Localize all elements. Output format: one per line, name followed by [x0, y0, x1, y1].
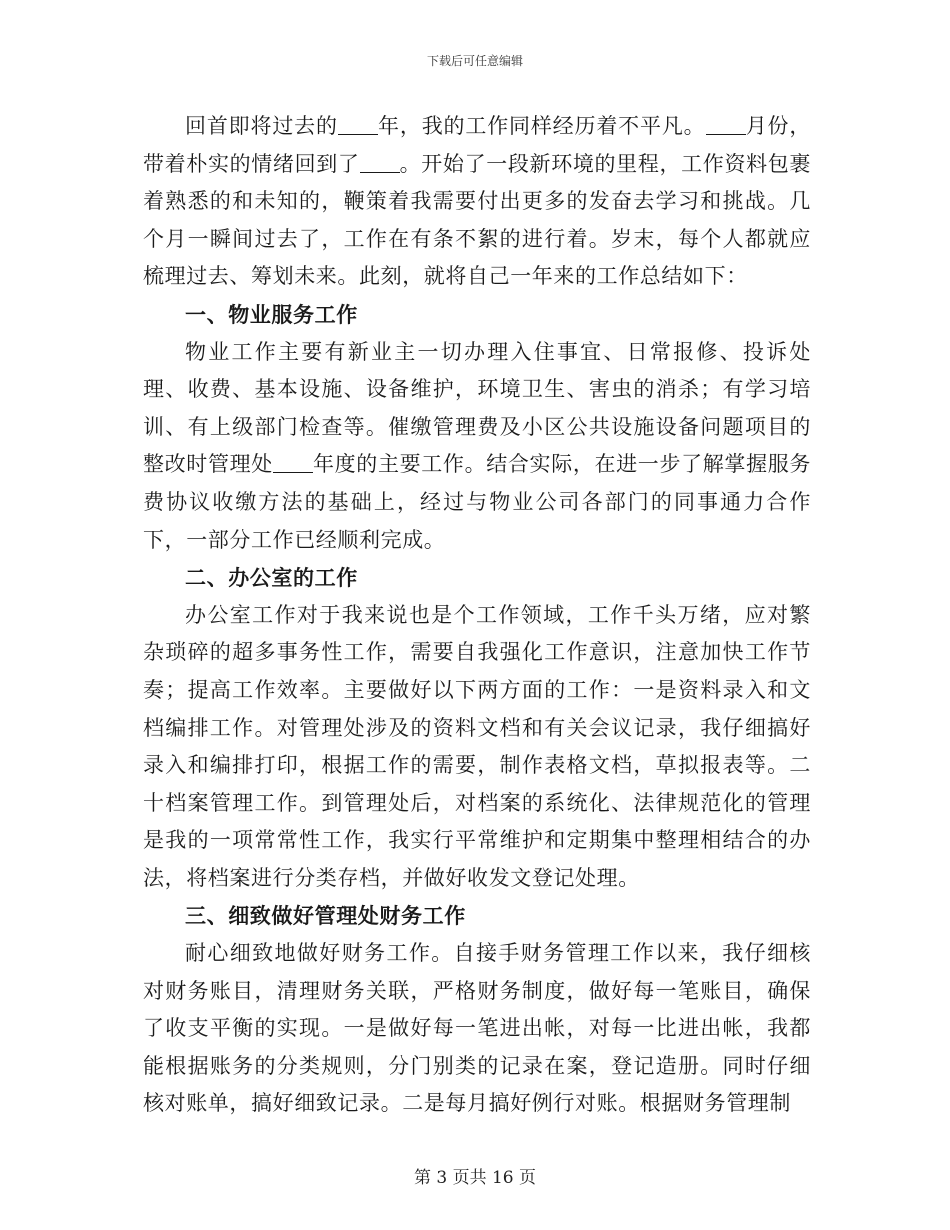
- section2-paragraph: 办公室工作对于我来说也是个工作领域，工作千头万绪，应对繁杂琐碎的超多事务性工作，需要自我强化工作意识，注意加快工作节奏；提高工作效率。主要做好以下两方面的工作：一是资料录入和文档编排工作。对管理处涉及的资料文档和有关会议记录，我仔细搞好录入和编排打印，根据工作的需要，制作表格文档，草拟报表等。二十档案管理工作。到管理处后，对档案的系统化、法律规范化的管理是我的一项常常性工作，我实行平常维护和定期集中整理相结合的办法，将档案进行分类存档，并做好收发文登记处理。: [143, 602, 811, 890]
- section1-text-2: 年度的主要工作。结合实际，在进一步了解掌握服务费协议收缴方法的基础上，经过与物业公司各部门的同事通力合作下，一部分工作已经顺利完成。: [143, 452, 811, 552]
- section3-paragraph: 耐心细致地做好财务工作。自接手财务管理工作以来，我仔细核对财务账目，清理财务关联，严格财务制度，做好每一笔账目，确保了收支平衡的实现。一是做好每一笔进出帐，对每一比进出帐，我都能根据账务的分类规则，分门别类的记录在案，登记造册。同时仔细核对账单，搞好细致记录。二是每月搞好例行对账。根据财务管理制: [143, 941, 811, 1116]
- document-body: [143, 108, 811, 1123]
- intro-text-1: 回首即将过去的: [185, 114, 338, 138]
- blank-place: [360, 151, 400, 173]
- blank-fiscal-year: [273, 451, 313, 473]
- intro-text-3: 月份，带着朴实的情绪回到了: [143, 114, 811, 176]
- intro-text-2: 年，我的工作同样经历着不平凡。: [377, 114, 706, 138]
- section1-heading: 一、物业服务工作: [185, 301, 358, 327]
- section3-heading: 三、细致做好管理处财务工作: [185, 903, 466, 929]
- blank-month: [706, 113, 746, 135]
- page-footer: [0, 1163, 950, 1188]
- section1-text-1: 物业工作主要有新业主一切办理入住事宜、日常报修、投诉处理、收费、基本设施、设备维护，环境卫生、害虫的消杀；有学习培训、有上级部门检查等。催缴管理费及小区公共设施设备问题项目的整改时管理处: [143, 339, 811, 477]
- intro-paragraph: [143, 108, 811, 296]
- blank-year: [338, 113, 378, 135]
- header-note: 下载后可任意编辑: [426, 54, 523, 68]
- section2-heading: 二、办公室的工作: [185, 565, 358, 591]
- intro-text-4: 。开始了一段新环境的里程，工作资料包裹着熟悉的和未知的，鞭策着我需要付出更多的发奋去学习和挑战。几个月一瞬间过去了，工作在有条不絮的进行着。岁末，每个人都就应梳理过去、筹划未来。此刻，就将自己一年来的工作总结如下：: [143, 151, 812, 289]
- section1-paragraph: [143, 334, 811, 560]
- page-number-label: 第 3 页共 16 页: [413, 1168, 537, 1188]
